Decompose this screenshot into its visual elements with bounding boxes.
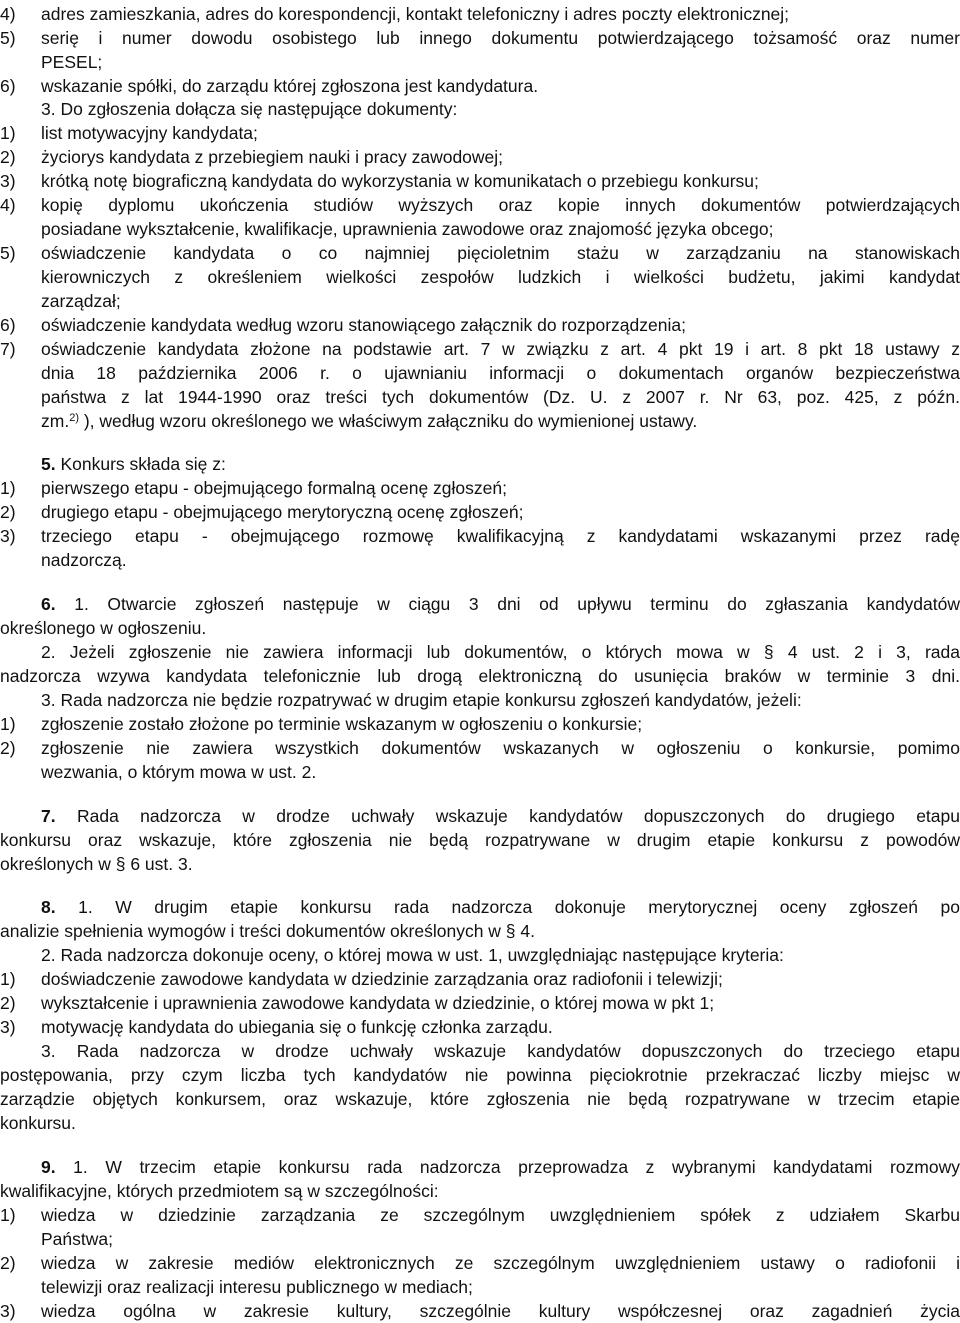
text-line: [0, 337, 960, 361]
text-line: [0, 241, 960, 265]
text-line: [0, 500, 960, 524]
text-line: [0, 1015, 960, 1039]
text-line: [0, 217, 960, 241]
text-line: [0, 736, 960, 760]
text-line: [0, 828, 960, 852]
list-number: 2): [0, 738, 16, 758]
list-item-continuation: posiadane wykształcenie, kwalifikacje, uprawnienia zawodowe oraz znajomość języka obcego;: [41, 219, 774, 239]
list-item-continuation: zm.$^{2)}$ ), według wzoru określonego we właściwym załączniku do wymienionej ustawy.: [41, 411, 698, 431]
text-line: [0, 1039, 960, 1063]
list-item-text: oświadczenie kandydata o co najmniej pięcioletnim stażu w zarządzaniu na stanowiskach: [41, 243, 960, 263]
list-item-continuation: nadzorczą.: [41, 550, 127, 570]
text-line: [0, 919, 960, 943]
list-number: 1): [0, 1205, 16, 1225]
list-item-text: drugiego etapu - obejmującego merytoryczną ocenę zgłoszeń;: [41, 502, 524, 522]
text-line: [0, 50, 960, 74]
text-line: [0, 193, 960, 217]
text-line: [0, 121, 960, 145]
paragraph-text: postępowania, przy czym liczba tych kandydatów nie powinna pięciokrotnie przekraczać liczby miejsc w: [0, 1065, 960, 1085]
text-line: [0, 2, 960, 26]
paragraph-text: 3. Rada nadzorcza nie będzie rozpatrywać w drugim etapie konkursu zgłoszeń kandydatów, jeżeli:: [41, 690, 802, 710]
text-line: [0, 664, 960, 688]
list-number: 3): [0, 526, 16, 546]
list-item-text: trzeciego etapu - obejmującego rozmowę kwalifikacyjną z kandydatami wskazanymi przez radę: [41, 526, 960, 546]
list-number: 6): [0, 76, 16, 96]
paragraph-text: 3. Do zgłoszenia dołącza się następujące dokumenty:: [41, 99, 458, 119]
list-item-text: list motywacyjny kandydata;: [41, 123, 258, 143]
list-item-text: wskazanie spółki, do zarządu której zgłoszona jest kandydatura.: [41, 76, 539, 96]
list-item-text: serię i numer dowodu osobistego lub innego dokumentu potwierdzającego tożsamość oraz numer: [41, 28, 960, 48]
paragraph-text: 7. Rada nadzorcza w drodze uchwały wskazuje kandydatów dopuszczonych do drugiego etapu: [41, 806, 960, 826]
list-item-text: kopię dyplomu ukończenia studiów wyższych oraz kopie innych dokumentów potwierdzających: [41, 195, 960, 215]
text-line: [0, 409, 960, 433]
text-line: [0, 452, 960, 476]
text-line: [0, 1179, 960, 1203]
list-number: 2): [0, 502, 16, 522]
list-number: 6): [0, 315, 16, 335]
text-line: [0, 26, 960, 50]
paragraph-text: konkursu.: [0, 1113, 76, 1133]
list-item-text: zgłoszenie zostało złożone po terminie wskazanym w ogłoszeniu o konkursie;: [41, 714, 643, 734]
list-item-text: krótką notę biograficzną kandydata do wykorzystania w komunikatach o przebiegu konkursu;: [41, 171, 759, 191]
list-item-text: zgłoszenie nie zawiera wszystkich dokumentów wskazanych w ogłoszeniu o konkursie, pomimo: [41, 738, 960, 758]
list-number: 3): [0, 171, 16, 191]
list-number: 1): [0, 123, 16, 143]
paragraph-text: analizie spełnienia wymogów i treści dokumentów określonych w § 4.: [0, 921, 535, 941]
paragraph-text: zarządzie objętych konkursem, oraz wskazuje, które zgłoszenia nie będą rozpatrywane w trzecim etapie: [0, 1089, 960, 1109]
list-item-text: oświadczenie kandydata według wzoru stanowiącego załącznik do rozporządzenia;: [41, 315, 686, 335]
text-line: [0, 1275, 960, 1299]
list-number: 3): [0, 1301, 16, 1321]
list-item-text: pierwszego etapu - obejmującego formalną ocenę zgłoszeń;: [41, 478, 507, 498]
list-item-text: doświadczenie zawodowe kandydata w dziedzinie zarządzania oraz radiofonii i telewizji;: [41, 969, 723, 989]
list-item-text: wykształcenie i uprawnienia zawodowe kandydata w dziedzinie, o której mowa w pkt 1;: [41, 993, 715, 1013]
list-number: 2): [0, 147, 16, 167]
text-line: [0, 640, 960, 664]
text-line: [0, 265, 960, 289]
list-item-continuation: zarządzał;: [41, 291, 121, 311]
list-item-text: wiedza ogólna w zakresie kultury, szczególnie kultury współczesnej oraz zagadnień życia: [41, 1301, 960, 1321]
section-number: 6.: [41, 594, 56, 614]
section-number: 9.: [41, 1157, 56, 1177]
text-line: [0, 967, 960, 991]
list-number: 3): [0, 1017, 16, 1037]
list-number: 1): [0, 714, 16, 734]
text-line: [0, 804, 960, 828]
text-line: [0, 548, 960, 572]
list-item-text: życiorys kandydata z przebiegiem nauki i pracy zawodowej;: [41, 147, 504, 167]
list-item-continuation: państwa z lat 1944-1990 oraz treści tych dokumentów (Dz. U. z 2007 r. Nr 63, poz. 425, z późn.: [41, 387, 960, 407]
list-item-continuation: wezwania, o którym mowa w ust. 2.: [41, 762, 317, 782]
text-line: [0, 313, 960, 337]
text-line: [0, 361, 960, 385]
paragraph-text: 2. Jeżeli zgłoszenie nie zawiera informacji lub dokumentów, o których mowa w § 4 ust. 2 i 3, rada: [41, 642, 960, 662]
paragraph-text: 2. Rada nadzorcza dokonuje oceny, o której mowa w ust. 1, uwzględniając następujące kryteria:: [41, 945, 784, 965]
text-line: [0, 1251, 960, 1275]
list-item-continuation: PESEL;: [41, 52, 103, 72]
text-line: [0, 760, 960, 784]
text-line: [0, 991, 960, 1015]
section-number: 7.: [41, 806, 56, 826]
list-item-text: wiedza w zakresie mediów elektronicznych ze szczególnym uwzględnieniem ustawy o radiofonii i: [41, 1253, 960, 1273]
section-number: 8.: [41, 897, 56, 917]
text-line: [0, 74, 960, 98]
text-line: [0, 145, 960, 169]
text-line: [0, 1227, 960, 1251]
text-line: [0, 97, 960, 121]
list-number: 5): [0, 28, 16, 48]
text-line: [0, 476, 960, 500]
list-item-text: motywację kandydata do ubiegania się o funkcję członka zarządu.: [41, 1017, 553, 1037]
text-line: [0, 895, 960, 919]
list-number: 5): [0, 243, 16, 263]
text-line: [0, 616, 960, 640]
text-line: [0, 943, 960, 967]
text-line: [0, 1063, 960, 1087]
text-line: [0, 1299, 960, 1323]
section-number: 5.: [41, 454, 56, 474]
list-item-continuation: dnia 18 października 2006 r. o ujawnianiu informacji o dokumentach organów bezpieczeństwa: [41, 363, 960, 383]
text-line: [0, 289, 960, 313]
footnote-marker: 2): [69, 412, 79, 424]
text-line: [0, 1155, 960, 1179]
paragraph-text: 9. 1. W trzecim etapie konkursu rada nadzorcza przeprowadza z wybranymi kandydatami rozmowy: [41, 1157, 960, 1177]
text-line: [0, 1087, 960, 1111]
list-item-continuation: telewizji oraz realizacji interesu publicznego w mediach;: [41, 1277, 473, 1297]
text-line: [0, 592, 960, 616]
paragraph-text: konkursu oraz wskazuje, które zgłoszenia nie będą rozpatrywane w drugim etapie konkursu z powodów: [0, 830, 960, 850]
list-number: 4): [0, 195, 16, 215]
list-item-text: oświadczenie kandydata złożone na podstawie art. 7 w związku z art. 4 pkt 19 i art. 8 pkt 18 ustawy z: [41, 339, 960, 359]
paragraph-text: 6. 1. Otwarcie zgłoszeń następuje w ciągu 3 dni od upływu terminu do zgłaszania kandydatów: [41, 594, 960, 614]
list-number: 1): [0, 478, 16, 498]
list-item-text: adres zamieszkania, adres do korespondencji, kontakt telefoniczny i adres poczty elektronicznej;: [41, 4, 790, 24]
text-line: [0, 852, 960, 876]
paragraph-text: 8. 1. W drugim etapie konkursu rada nadzorcza dokonuje merytorycznej oceny zgłoszeń po: [41, 897, 960, 917]
paragraph-text: 3. Rada nadzorcza w drodze uchwały wskazuje kandydatów dopuszczonych do trzeciego etapu: [41, 1041, 960, 1061]
text-line: [0, 385, 960, 409]
list-number: 7): [0, 339, 16, 359]
text-line: [0, 1203, 960, 1227]
paragraph-text: określonych w § 6 ust. 3.: [0, 854, 193, 874]
list-number: 4): [0, 4, 16, 24]
text-line: [0, 712, 960, 736]
list-number: 2): [0, 993, 16, 1013]
list-number: 2): [0, 1253, 16, 1273]
paragraph-text: 5. Konkurs składa się z:: [41, 454, 226, 474]
list-item-continuation: Państwa;: [41, 1229, 113, 1249]
paragraph-text: określonego w ogłoszeniu.: [0, 618, 207, 638]
paragraph-text: nadzorcza wzywa kandydata telefonicznie lub drogą elektroniczną do usunięcia braków w terminie 3 dni.: [0, 666, 960, 686]
list-number: 1): [0, 969, 16, 989]
text-line: [0, 1111, 960, 1135]
text-line: [0, 169, 960, 193]
list-item-continuation: kierowniczych z określeniem wielkości zespołów ludzkich i wielkości budżetu, jakimi kandydat: [41, 267, 960, 287]
paragraph-text: kwalifikacyjne, których przedmiotem są w szczególności:: [0, 1181, 439, 1201]
list-item-text: wiedza w dziedzinie zarządzania ze szczególnym uwzględnieniem spółek z udziałem Skarbu: [41, 1205, 960, 1225]
text-line: [0, 688, 960, 712]
text-line: [0, 524, 960, 548]
